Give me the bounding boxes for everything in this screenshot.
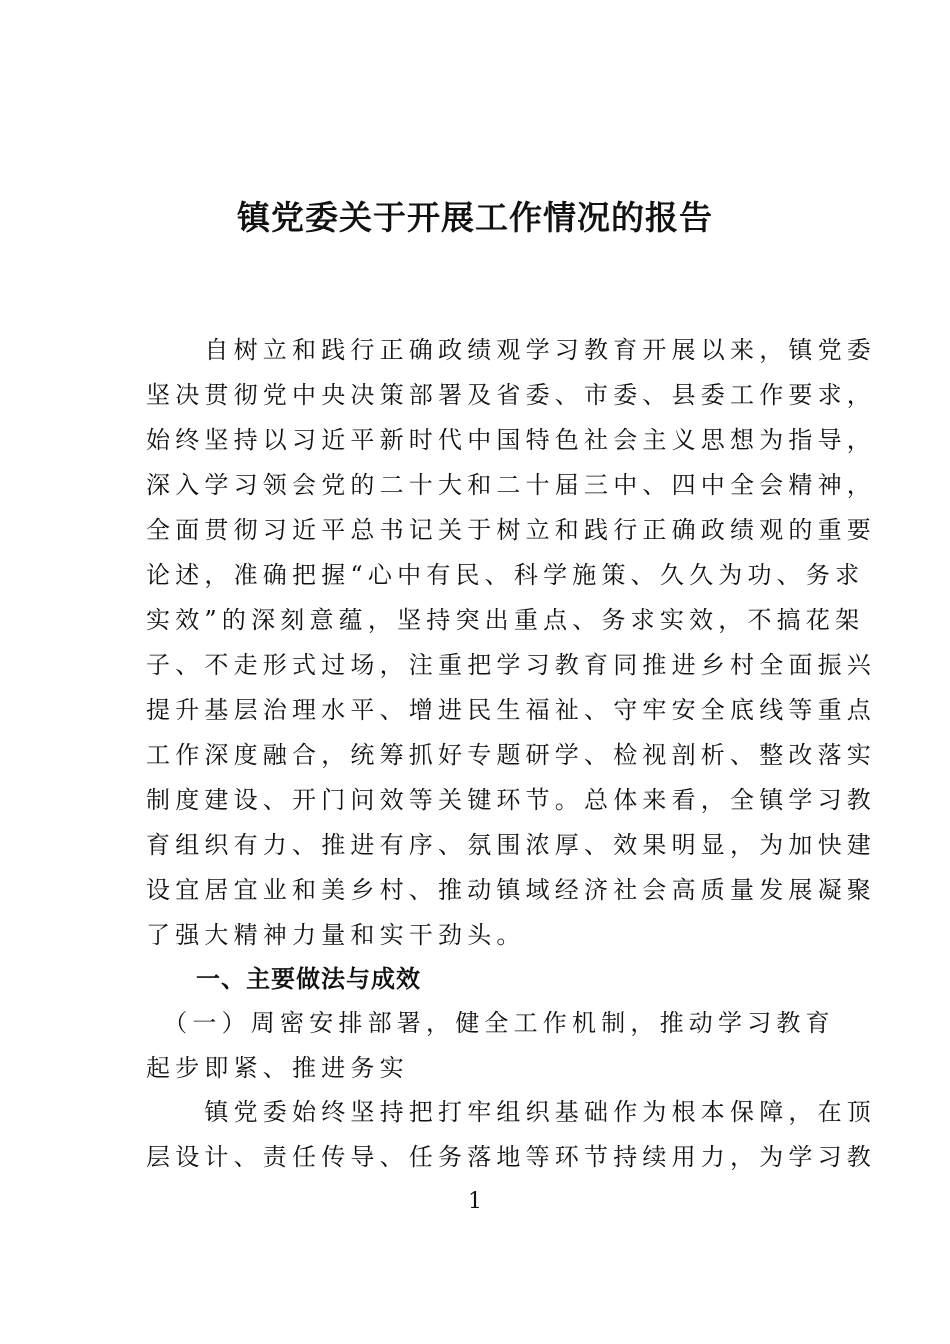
paragraph-line: 了强大精神力量和实干劲头。: [146, 921, 526, 949]
paragraph-line: 全面贯彻习近平总书记关于树立和践行正确政绩观的重要: [146, 516, 876, 544]
subsection-heading-line: （一）周密安排部署，健全工作机制，推动学习教育: [146, 1009, 835, 1037]
paragraph-line: 设宜居宜业和美乡村、推动镇域经济社会高质量发展凝聚: [146, 876, 876, 904]
paragraph-line: 子、不走形式过场，注重把学习教育同推进乡村全面振兴: [146, 651, 876, 679]
document-title: 镇党委关于开展工作情况的报告: [237, 198, 713, 237]
paragraph-line: 实效”的深刻意蕴，坚持突出重点、务求实效，不搞花架: [146, 606, 865, 634]
paragraph-line: 育组织有力、推进有序、氛围浓厚、效果明显，为加快建: [146, 831, 876, 859]
section-heading: 一、主要做法与成效: [196, 965, 421, 993]
page-number: 1: [468, 1189, 482, 1214]
paragraph-line: 自树立和践行正确政绩观学习教育开展以来，镇党委: [146, 336, 876, 364]
paragraph-line: 深入学习领会党的二十大和二十届三中、四中全会精神，: [146, 471, 876, 499]
subsection-heading-line: 起步即紧、推进务实: [146, 1054, 409, 1082]
paragraph-line: 层设计、责任传导、任务落地等环节持续用力，为学习教: [146, 1143, 876, 1171]
paragraph-line: 论述，准确把握“心中有民、科学施策、久久为功、务求: [146, 561, 865, 589]
paragraph-line: 工作深度融合，统筹抓好专题研学、检视剖析、整改落实: [146, 741, 876, 769]
paragraph-line: 坚决贯彻党中央决策部署及省委、市委、县委工作要求，: [146, 381, 876, 409]
paragraph-line: 始终坚持以习近平新时代中国特色社会主义思想为指导，: [146, 426, 876, 454]
paragraph-line: 制度建设、开门问效等关键环节。总体来看，全镇学习教: [146, 786, 876, 814]
paragraph-line: 镇党委始终坚持把打牢组织基础作为根本保障，在顶: [146, 1098, 876, 1126]
paragraph-line: 提升基层治理水平、增进民生福祉、守牢安全底线等重点: [146, 696, 876, 724]
